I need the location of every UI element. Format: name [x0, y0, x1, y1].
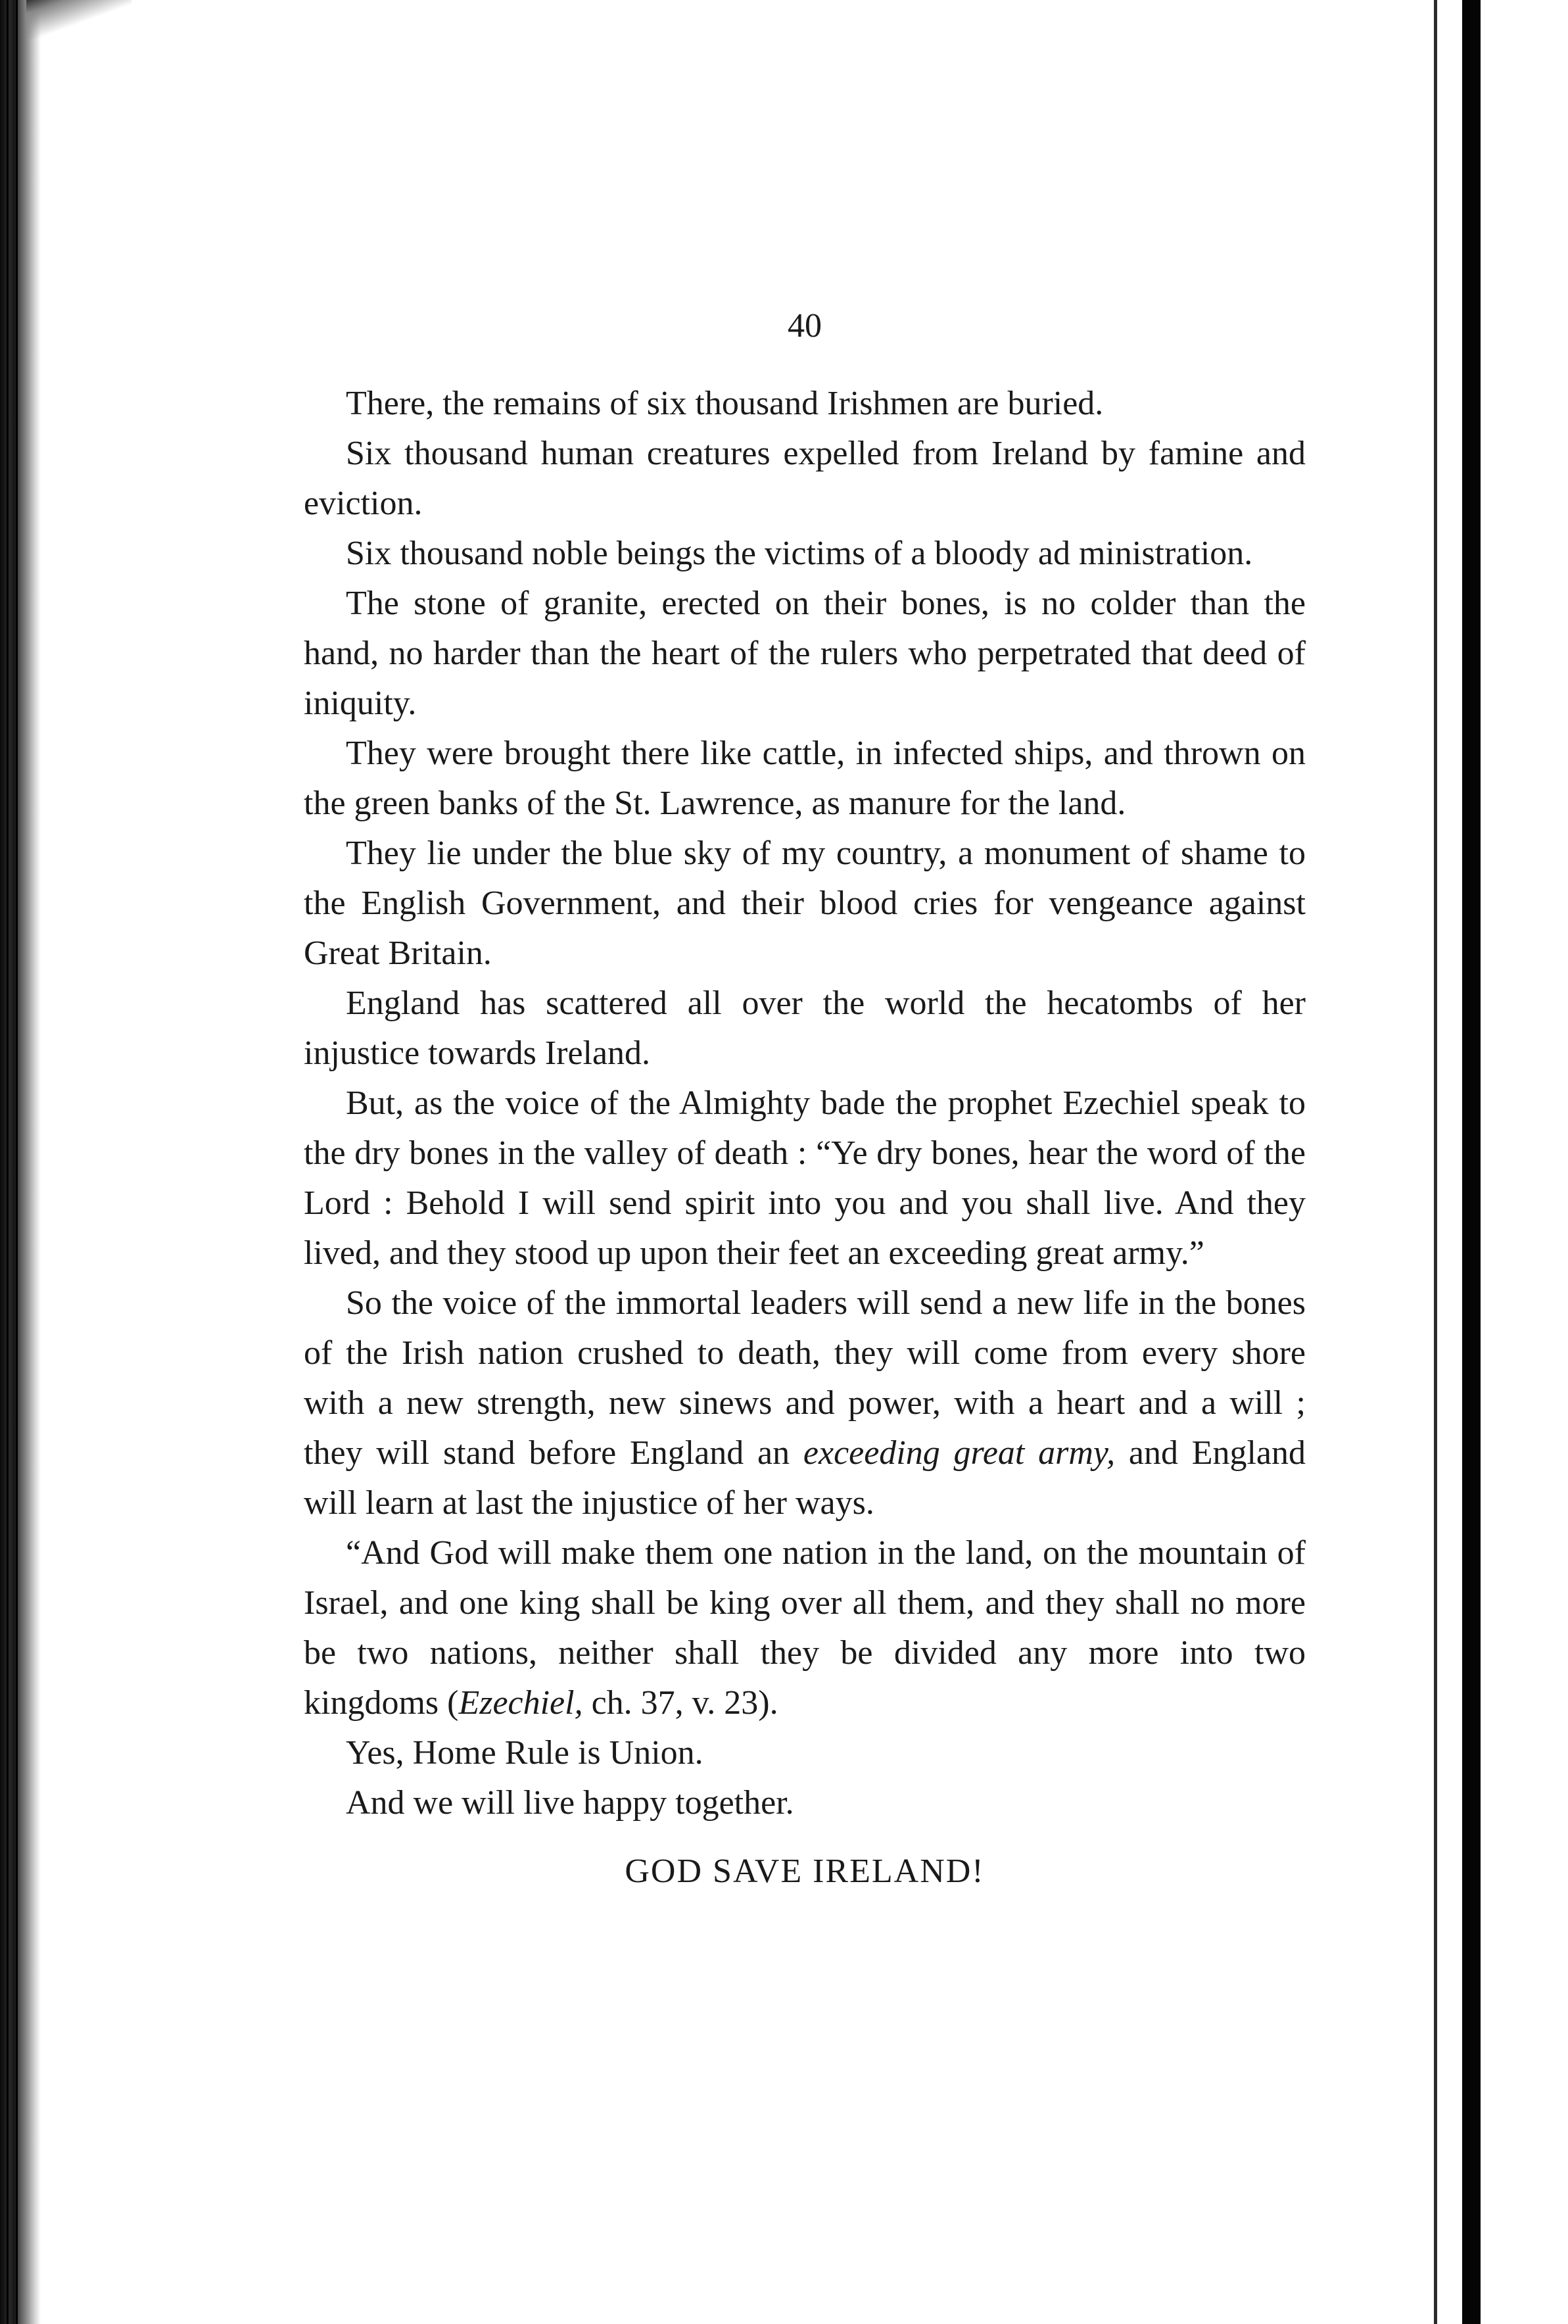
paragraph [304, 1528, 1306, 1728]
paragraph-text: and England will learn at last the injustice of her ways. [304, 1434, 1306, 1522]
cover-edge-right [1462, 0, 1481, 2324]
paragraph: Six thousand human creatures expelled from Ireland by famine and eviction. [304, 435, 1306, 522]
page-fold-shadow [26, 0, 131, 39]
page-edge-line [1434, 0, 1437, 2324]
binding-edge-left [0, 0, 41, 2324]
paragraph: Six thousand noble beings the victims of a bloody ad ministration. [346, 535, 1253, 572]
paragraph: And we will live happy together. [346, 1784, 794, 1822]
body-text [304, 379, 1306, 1897]
closing-line: GOD SAVE IRELAND! [625, 1852, 985, 1890]
page-number: 40 [788, 307, 822, 345]
italic-phrase: exceeding great army, [803, 1434, 1116, 1472]
paragraph: Yes, Home Rule is Union. [346, 1734, 703, 1772]
paragraph: The stone of granite, erected on their bones, is no colder than the hand, no harder than the heart of the rulers who perpetrated that deed of iniquity. [304, 585, 1306, 722]
paragraph-text: “And God will make them one nation in the land, on the mountain of Israel, and one king shall be king over all them, and they shall no more be two nations, neither shall they be divided any more into two kingdoms ( [304, 1534, 1306, 1722]
paragraph-text: ch. 37, v. 23). [582, 1684, 778, 1722]
paragraph [304, 1278, 1306, 1528]
italic-citation: Ezechiel, [458, 1684, 583, 1722]
paragraph: They lie under the blue sky of my country, a monument of shame to the English Government, and their blood cries for vengeance against Great Britain. [304, 835, 1306, 972]
binding-streak [7, 0, 9, 2324]
paragraph: They were brought there like cattle, in infected ships, and thrown on the green banks of the St. Lawrence, as manure for the land. [304, 735, 1306, 822]
paragraph-text: So the voice of the immortal leaders will send a new life in the bones of the Irish nation crushed to death, they will come from every shore with a new strength, new sinews and power, with a heart and a will ; they will stand before England an [304, 1284, 1306, 1472]
paragraph: But, as the voice of the Almighty bade the prophet Ezechiel speak to the dry bones in the valley of death : “Ye dry bones, hear the word of the Lord : Behold I will send spirit into you and you shall live. And they lived, and they stood up upon their feet an exceeding great army.” [304, 1084, 1306, 1272]
paragraph: There, the remains of six thousand Irishmen are buried. [346, 385, 1104, 422]
paragraph: England has scattered all over the world the hecatombs of her injustice towards Ireland. [304, 984, 1306, 1072]
binding-streak [16, 0, 18, 2324]
